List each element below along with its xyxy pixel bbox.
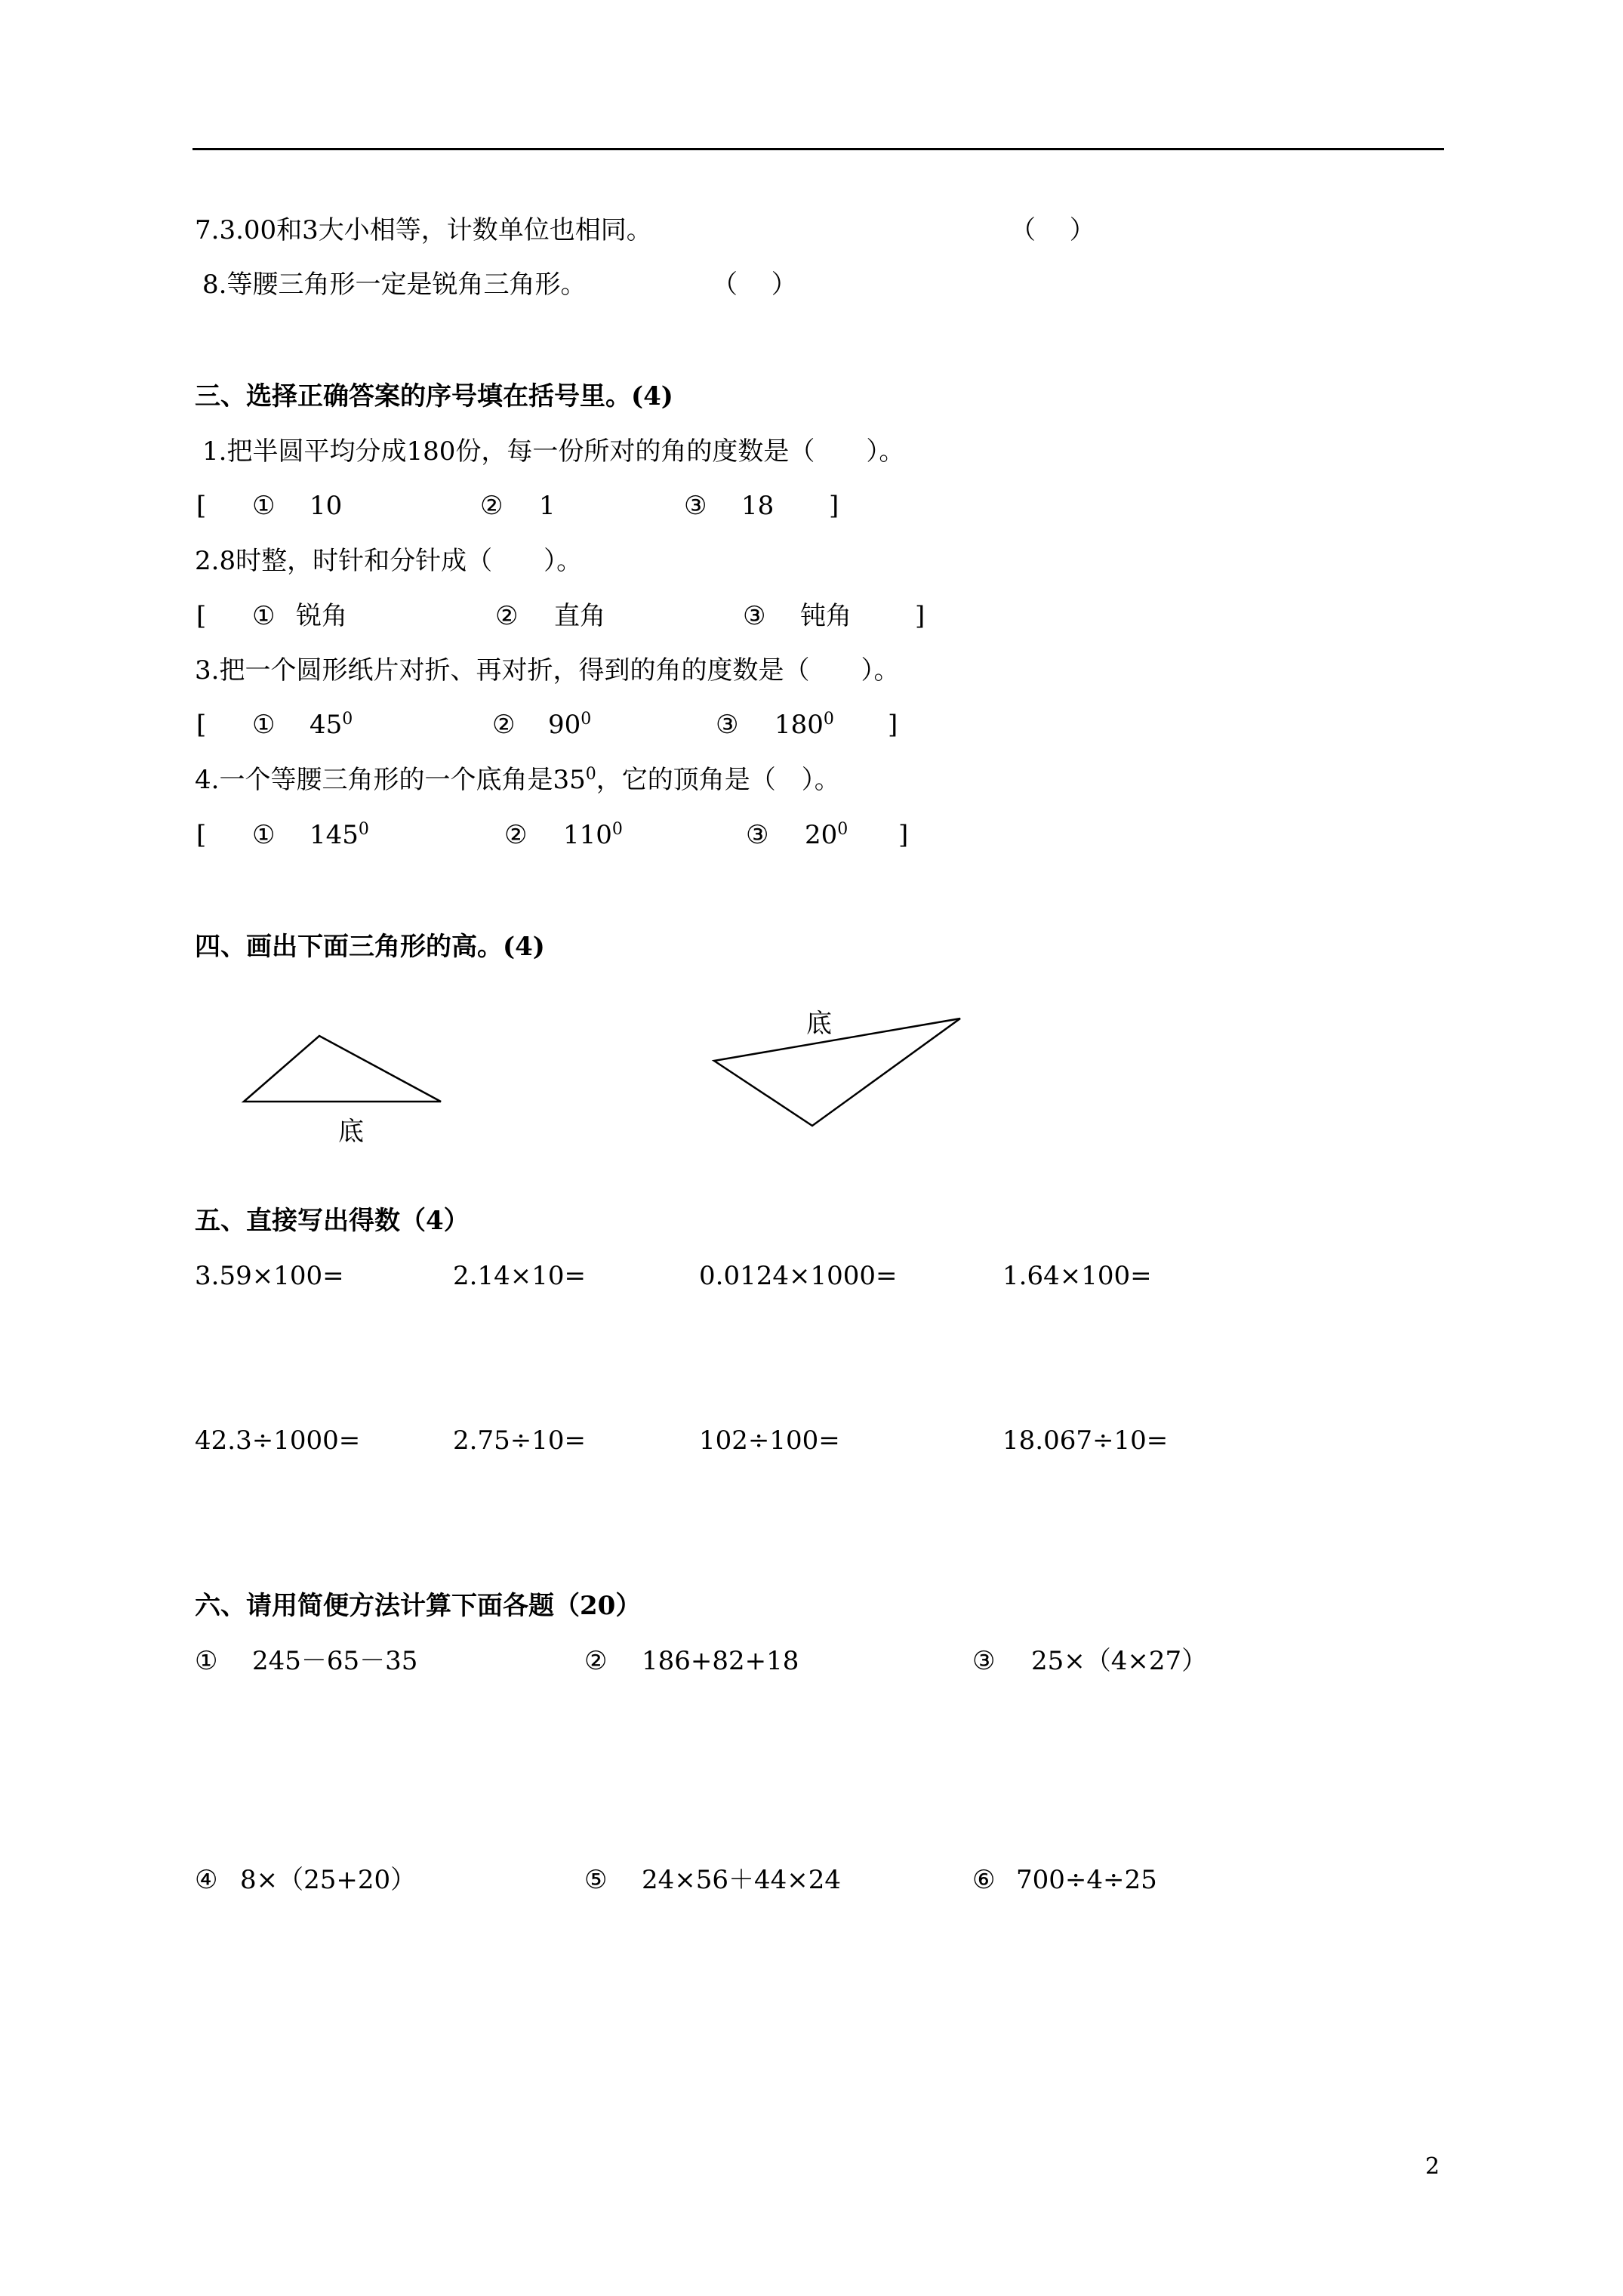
- problem-mark: ④: [195, 1865, 218, 1895]
- triangle-2: [714, 1019, 960, 1126]
- calc-item: 1.64×100=: [1002, 1261, 1152, 1291]
- page-number: 2: [1425, 2153, 1440, 2180]
- option-mark: ③: [716, 710, 739, 740]
- triangle-2-base-label: 底: [806, 1009, 832, 1039]
- judgment-paren-8[interactable]: （ ）: [712, 270, 797, 300]
- option-mark: ①: [252, 820, 276, 850]
- problem-expression: 25×（4×27）: [1031, 1646, 1208, 1676]
- calc-item: 42.3÷1000=: [195, 1425, 361, 1456]
- option-mark: ③: [746, 820, 769, 850]
- option-value[interactable]: $45^0$: [310, 710, 353, 740]
- judgment-item-7: 7.3.00和3大小相等，计数单位也相同。: [195, 215, 652, 245]
- option-value[interactable]: $145^0$: [310, 820, 369, 850]
- option-mark: ②: [492, 710, 516, 740]
- option-open-bracket: [: [196, 820, 207, 850]
- option-value[interactable]: 锐角: [296, 601, 347, 631]
- calc-item: 102÷100=: [699, 1425, 840, 1456]
- problem-mark: ③: [972, 1646, 996, 1676]
- section6-title: 六、请用简便方法计算下面各题（20）: [195, 1591, 642, 1621]
- s3-question-2: 2.8时整，时针和分针成（ ）。: [195, 546, 583, 576]
- option-open-bracket: [: [196, 601, 207, 631]
- option-mark: ①: [252, 710, 276, 740]
- option-close-bracket: ]: [829, 491, 839, 521]
- option-mark: ②: [504, 820, 528, 850]
- calc-item: 3.59×100=: [195, 1261, 344, 1291]
- triangle-1: [244, 1036, 441, 1102]
- section3-title: 三、选择正确答案的序号填在括号里。(4): [195, 381, 673, 411]
- option-value[interactable]: 1: [539, 491, 556, 521]
- section5-title: 五、直接写出得数（4）: [195, 1206, 470, 1236]
- s3-question-3: 3.把一个圆形纸片对折、再对折，得到的角的度数是（ ）。: [195, 655, 900, 686]
- triangle-1-base-label: 底: [338, 1117, 364, 1147]
- option-value[interactable]: $90^0$: [548, 710, 592, 740]
- option-close-bracket: ]: [915, 601, 925, 631]
- problem-mark: ①: [195, 1646, 218, 1676]
- problem-expression: 8×（25+20）: [240, 1865, 417, 1895]
- option-value[interactable]: 钝角: [800, 601, 852, 631]
- problem-mark: ⑥: [972, 1865, 996, 1895]
- option-value[interactable]: $110^0$: [563, 820, 623, 850]
- s3-question-4: 4.一个等腰三角形的一个底角是$35^0$，它的顶角是（ ）。: [195, 765, 840, 795]
- option-value[interactable]: 18: [741, 491, 775, 521]
- calc-item: 2.75÷10=: [453, 1425, 586, 1456]
- calc-item: 2.14×10=: [453, 1261, 586, 1291]
- calc-item: 18.067÷10=: [1002, 1425, 1169, 1456]
- judgment-item-8: 8.等腰三角形一定是锐角三角形。: [202, 270, 587, 300]
- option-mark: ②: [495, 601, 519, 631]
- option-mark: ③: [684, 491, 707, 521]
- option-mark: ①: [252, 491, 276, 521]
- problem-expression: 700÷4÷25: [1016, 1865, 1157, 1895]
- option-value[interactable]: 直角: [554, 601, 605, 631]
- problem-expression: 245－65－35: [252, 1646, 418, 1676]
- problem-mark: ②: [584, 1646, 608, 1676]
- section4-title: 四、画出下面三角形的高。(4): [195, 932, 545, 962]
- s3-question-1: 1.把半圆平均分成180份，每一份所对的角的度数是（ ）。: [202, 436, 905, 467]
- option-close-bracket: ]: [888, 710, 898, 740]
- option-value[interactable]: 10: [310, 491, 343, 521]
- calc-item: 0.0124×1000=: [699, 1261, 898, 1291]
- option-mark: ③: [743, 601, 766, 631]
- option-open-bracket: [: [196, 491, 207, 521]
- option-open-bracket: [: [196, 710, 207, 740]
- problem-mark: ⑤: [584, 1865, 608, 1895]
- judgment-paren-7[interactable]: （ ）: [1010, 215, 1095, 245]
- option-mark: ①: [252, 601, 276, 631]
- option-mark: ②: [480, 491, 504, 521]
- problem-expression: 186+82+18: [642, 1646, 799, 1676]
- problem-expression: 24×56＋44×24: [642, 1865, 842, 1895]
- option-value[interactable]: $20^0$: [805, 820, 848, 850]
- option-value[interactable]: $180^0$: [775, 710, 834, 740]
- option-close-bracket: ]: [898, 820, 909, 850]
